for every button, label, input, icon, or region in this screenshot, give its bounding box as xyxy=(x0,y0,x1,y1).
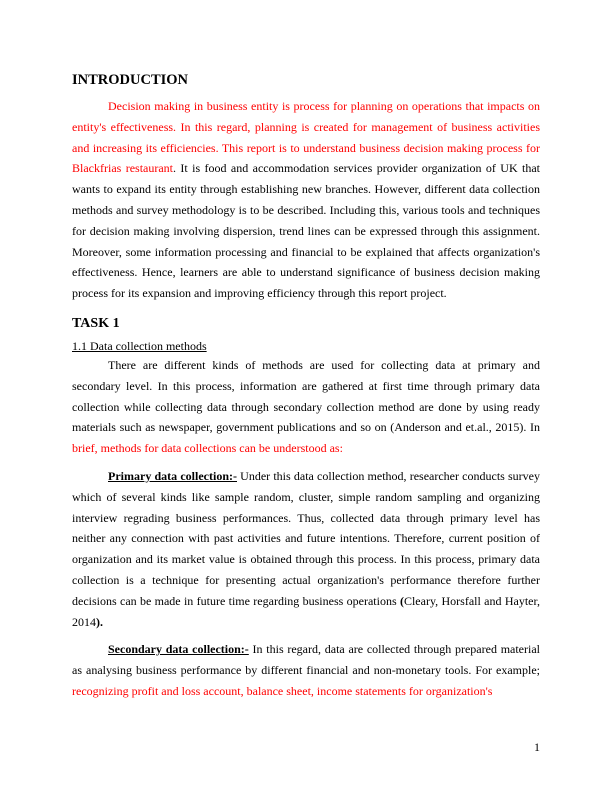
data-collection-highlighted-text: brief, methods for data collections can be understood as: xyxy=(72,441,343,456)
primary-data-label: Primary data collection:- xyxy=(108,468,237,483)
secondary-data-text: In this regard, data are collected through prepared material as analysing business performance by different financial and non-monetary tools. For example; xyxy=(72,642,541,678)
data-collection-text: There are different kinds of methods are used for collecting data at primary and secondary level. In this process, information are gathered at first time through primary data collection while collecting data through secondary collection method are done by using ready materials such as newspaper, government publications and so on (Anderson and et.al., 2015). In xyxy=(72,357,540,435)
document-page xyxy=(72,70,540,702)
primary-data-paragraph xyxy=(72,466,540,632)
page-number: 1 xyxy=(534,740,540,754)
introduction-heading: INTRODUCTION xyxy=(72,72,189,88)
primary-data-text: Under this data collection method, researcher conducts survey which of several kinds like sample random, cluster, simple random sampling and organizing interview regrading business performances. Thus, collected data through primary level has neither any connection with past activities and future intentions. Therefore, current position of organization and its market value is obtained through this process. In this process, primary data collection is a technique for presenting actual organization's performance therefore further decisions can be made in future time regarding business operations xyxy=(72,468,541,608)
primary-citation-close: ). xyxy=(96,614,103,629)
secondary-data-paragraph xyxy=(72,639,540,701)
introduction-highlighted-text: Decision making in business entity is process for planning on operations that impacts on entity's effectiveness. In this regard, planning is created for management of business activities and increasing its efficiencies. This report is to understand business decision making process for Blackfrias restaurant xyxy=(72,99,540,176)
introduction-text: . It is food and accommodation services provider organization of UK that wants to expand its entity through establishing new branches. However, different data collection methods and survey methodology is to be described. Including this, various tools and techniques for decision making involving dispersion, trend lines can be expressed through this assignment. Moreover, some information processing and financial to be explained that affects organization's effectiveness. Hence, learners are able to understand significance of business decision making process for its expansion and improving efficiency through this report project. xyxy=(72,161,540,301)
secondary-data-label: Secondary data collection:- xyxy=(108,642,249,657)
task1-heading: TASK 1 xyxy=(72,315,120,331)
data-collection-paragraph xyxy=(72,355,540,459)
primary-citation-open: ( xyxy=(399,593,404,608)
primary-citation: Cleary, Horsfall and Hayter, 2014 xyxy=(72,593,540,629)
secondary-data-highlighted-text: recognizing profit and loss account, balance sheet, income statements for organization's xyxy=(72,683,493,698)
introduction-paragraph xyxy=(72,96,540,304)
data-collection-subheading: 1.1 Data collection methods xyxy=(72,338,207,353)
